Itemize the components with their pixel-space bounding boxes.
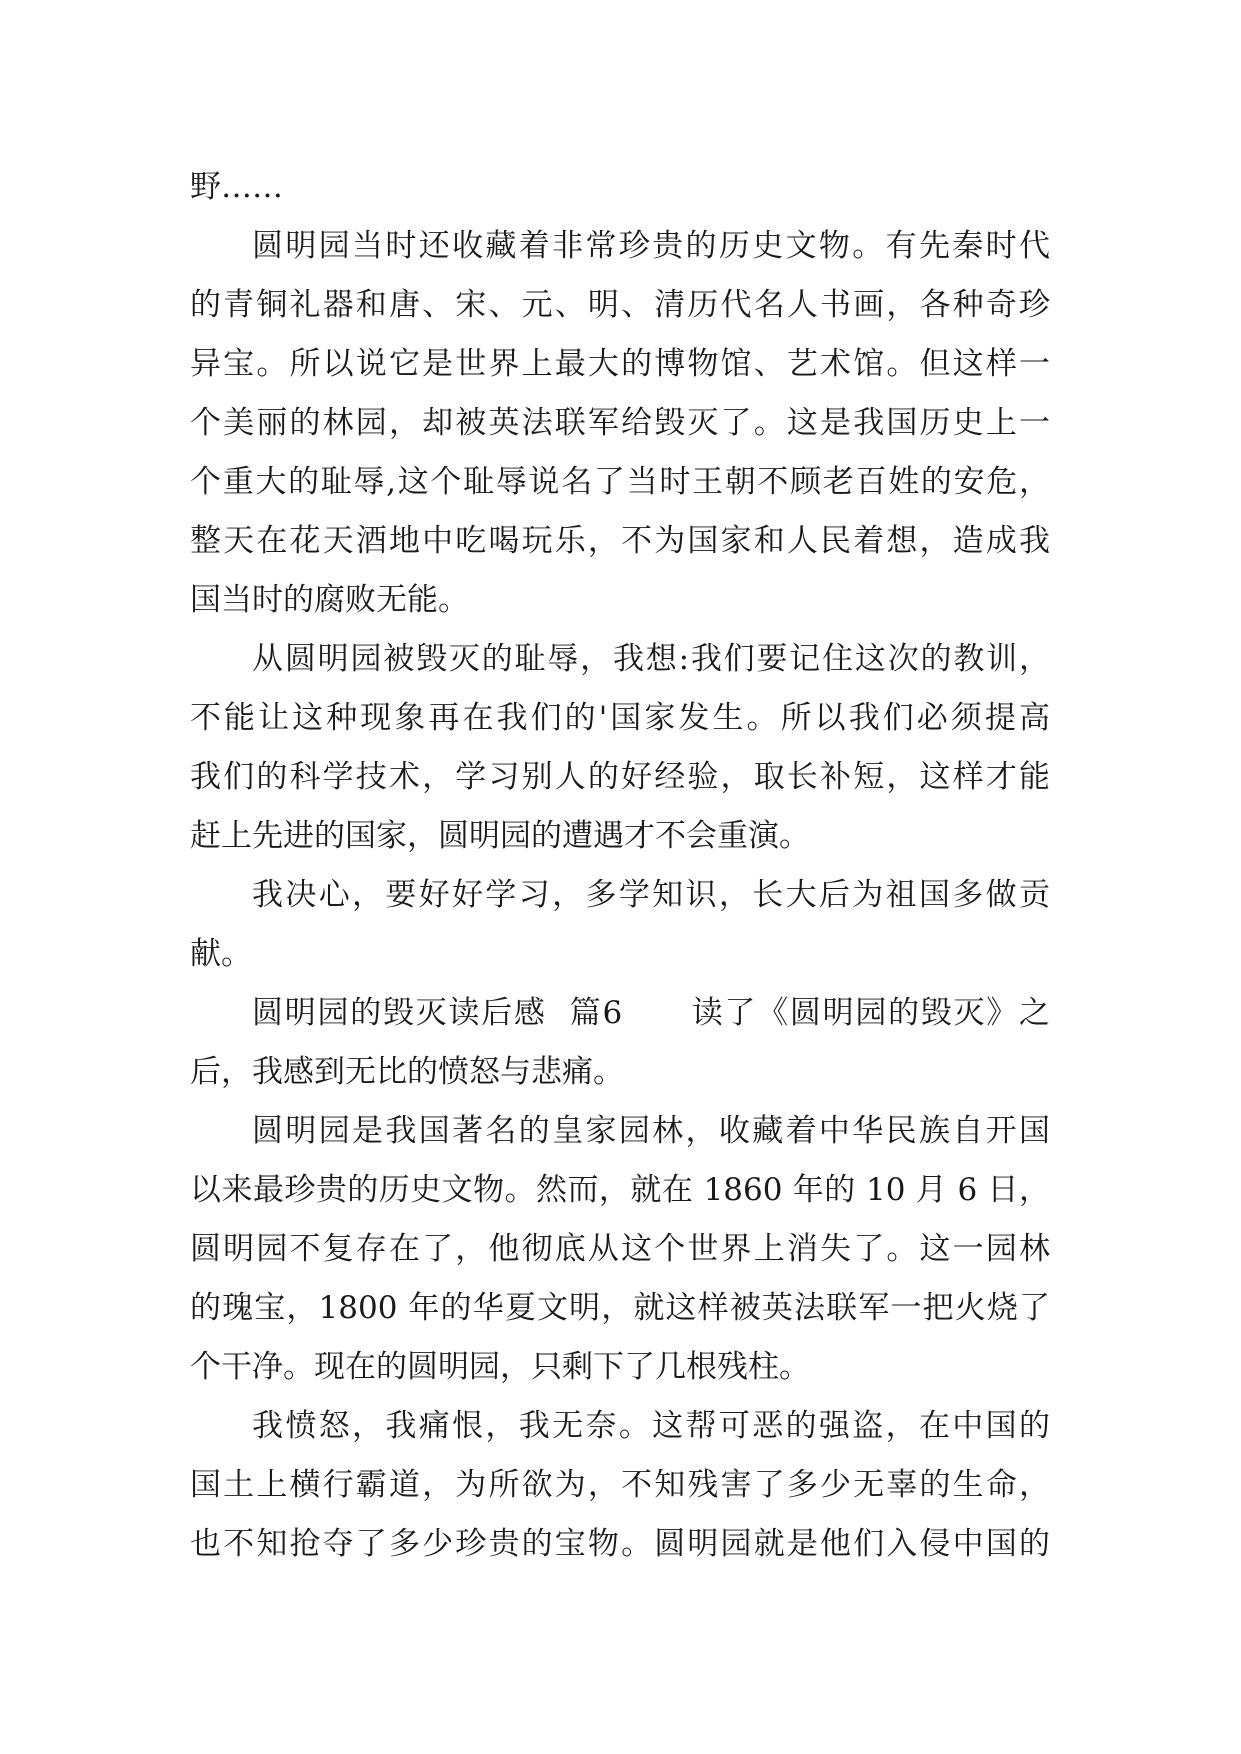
text-line: 的瑰宝，1800 年的华夏文明，就这样被英法联军一把火烧了 [190, 1290, 1050, 1326]
text-line: 赶上先进的国家，圆明园的遭遇才不会重演。 [190, 818, 810, 854]
document-body [190, 158, 1050, 1574]
text-line: 圆明园不复存在了，他彻底从这个世界上消失了。这一园林 [190, 1231, 1050, 1267]
text-line: 国土上横行霸道，为所欲为，不知残害了多少无辜的生命， [190, 1467, 1050, 1503]
text-line: 个美丽的林园，却被英法联军给毁灭了。这是我国历史上一 [190, 405, 1050, 441]
text-line: 个重大的耻辱,这个耻辱说名了当时王朝不顾老百姓的安危， [190, 464, 1050, 500]
text-line: 我愤怒，我痛恨，我无奈。这帮可恶的强盗，在中国的 [252, 1408, 1050, 1444]
text-line: 个干净。现在的圆明园，只剩下了几根残柱。 [190, 1349, 810, 1385]
text-line: 后，我感到无比的愤怒与悲痛。 [190, 1054, 624, 1090]
text-line: 圆明园当时还收藏着非常珍贵的历史文物。有先秦时代 [252, 228, 1050, 264]
text-line: 不能让这种现象再在我们的'国家发生。所以我们必须提高 [190, 700, 1050, 736]
text-line: 异宝。所以说它是世界上最大的博物馆、艺术馆。但这样一 [190, 346, 1050, 382]
text-line: 野…… [190, 169, 283, 205]
text-line: 圆明园是我国著名的皇家园林，收藏着中华民族自开国 [252, 1113, 1050, 1149]
text-line: 的青铜礼器和唐、宋、元、明、清历代名人书画，各种奇珍 [190, 287, 1050, 323]
text-line: 我们的科学技术，学习别人的好经验，取长补短，这样才能 [190, 759, 1050, 795]
text-line: 献。 [190, 936, 252, 972]
text-line: 圆明园的毁灭读后感 篇6 读了《圆明园的毁灭》之 [252, 995, 1050, 1031]
text-line: 从圆明园被毁灭的耻辱，我想:我们要记住这次的教训， [252, 641, 1050, 677]
text-line: 以来最珍贵的历史文物。然而，就在 1860 年的 10 月 6 日， [190, 1172, 1050, 1208]
text-line: 整天在花天酒地中吃喝玩乐，不为国家和人民着想，造成我 [190, 523, 1050, 559]
text-line: 我决心，要好好学习，多学知识，长大后为祖国多做贡 [252, 877, 1050, 913]
text-line: 国当时的腐败无能。 [190, 582, 469, 618]
text-line: 也不知抢夺了多少珍贵的宝物。圆明园就是他们入侵中国的 [190, 1526, 1050, 1562]
